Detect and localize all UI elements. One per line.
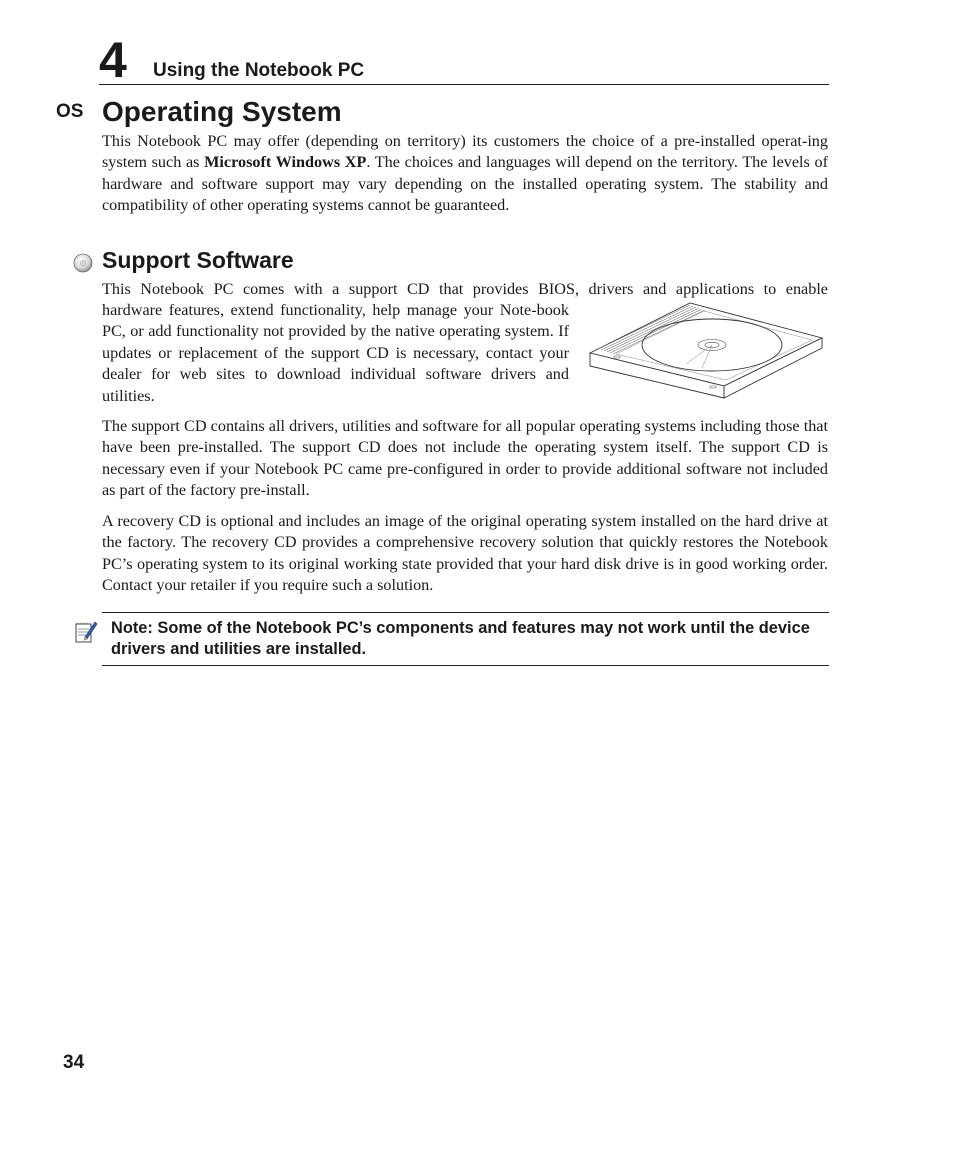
recovery-cd-paragraph: A recovery CD is optional and includes an image of the original operating system installed on the hard drive at the factory. The recovery CD provides a comprehensive recovery solution that quickly restores the Notebook PC’s operating system to its original working state provided that your hard disk drive is in good working order. Contact your retailer if you require such a solution.	[102, 512, 828, 595]
note-top-divider	[102, 612, 829, 613]
support-software-heading: Support Software	[102, 247, 294, 273]
cd-case-illustration	[586, 298, 826, 402]
os-bold-term: Microsoft Windows XP	[204, 153, 367, 172]
os-paragraph	[102, 131, 828, 217]
header-divider	[99, 84, 829, 85]
os-paragraph-end: . The choices and languages will depend on the territory. The levels of hardware and software support may vary depending on the installed operating system. The stability and compatibility of other operating systems cannot be guaranteed.	[102, 153, 828, 215]
cd-disc-icon	[73, 253, 93, 273]
operating-system-heading: Operating System	[102, 96, 342, 127]
os-paragraph-start: This Notebook PC may offer (depending on territory) its customers the choice of a pre-installed operat-ing system such as	[102, 132, 828, 172]
note-text: Note: Some of the Notebook PC’s components and features may not work until the device drivers and utilities are installed.	[111, 619, 810, 658]
support-paragraph-first-line: This Notebook PC comes with a support CD that provides BIOS, drivers and applications to enable	[102, 280, 828, 298]
support-paragraph-rest: hardware features, extend functionality, help manage your Note-book PC, or add functionality not provided by the native operating system. If updates or replacement of the support CD is necessary, contact your dealer for web sites to download individual software drivers and utilities.	[102, 301, 569, 405]
page-number: 34	[63, 1052, 85, 1073]
notepad-pen-icon	[74, 620, 98, 644]
support-cd-paragraph: The support CD contains all drivers, utilities and software for all popular operating systems including those that have been pre-installed. The support CD does not include the operating system itself. The support CD is necessary even if your Notebook PC came pre-configured in order to provide additional software not included as part of the factory pre-install.	[102, 417, 828, 500]
chapter-number: 4	[99, 32, 127, 88]
note-bottom-divider	[102, 665, 829, 666]
chapter-title: Using the Notebook PC	[153, 60, 365, 81]
os-section-badge: OS	[56, 101, 84, 122]
